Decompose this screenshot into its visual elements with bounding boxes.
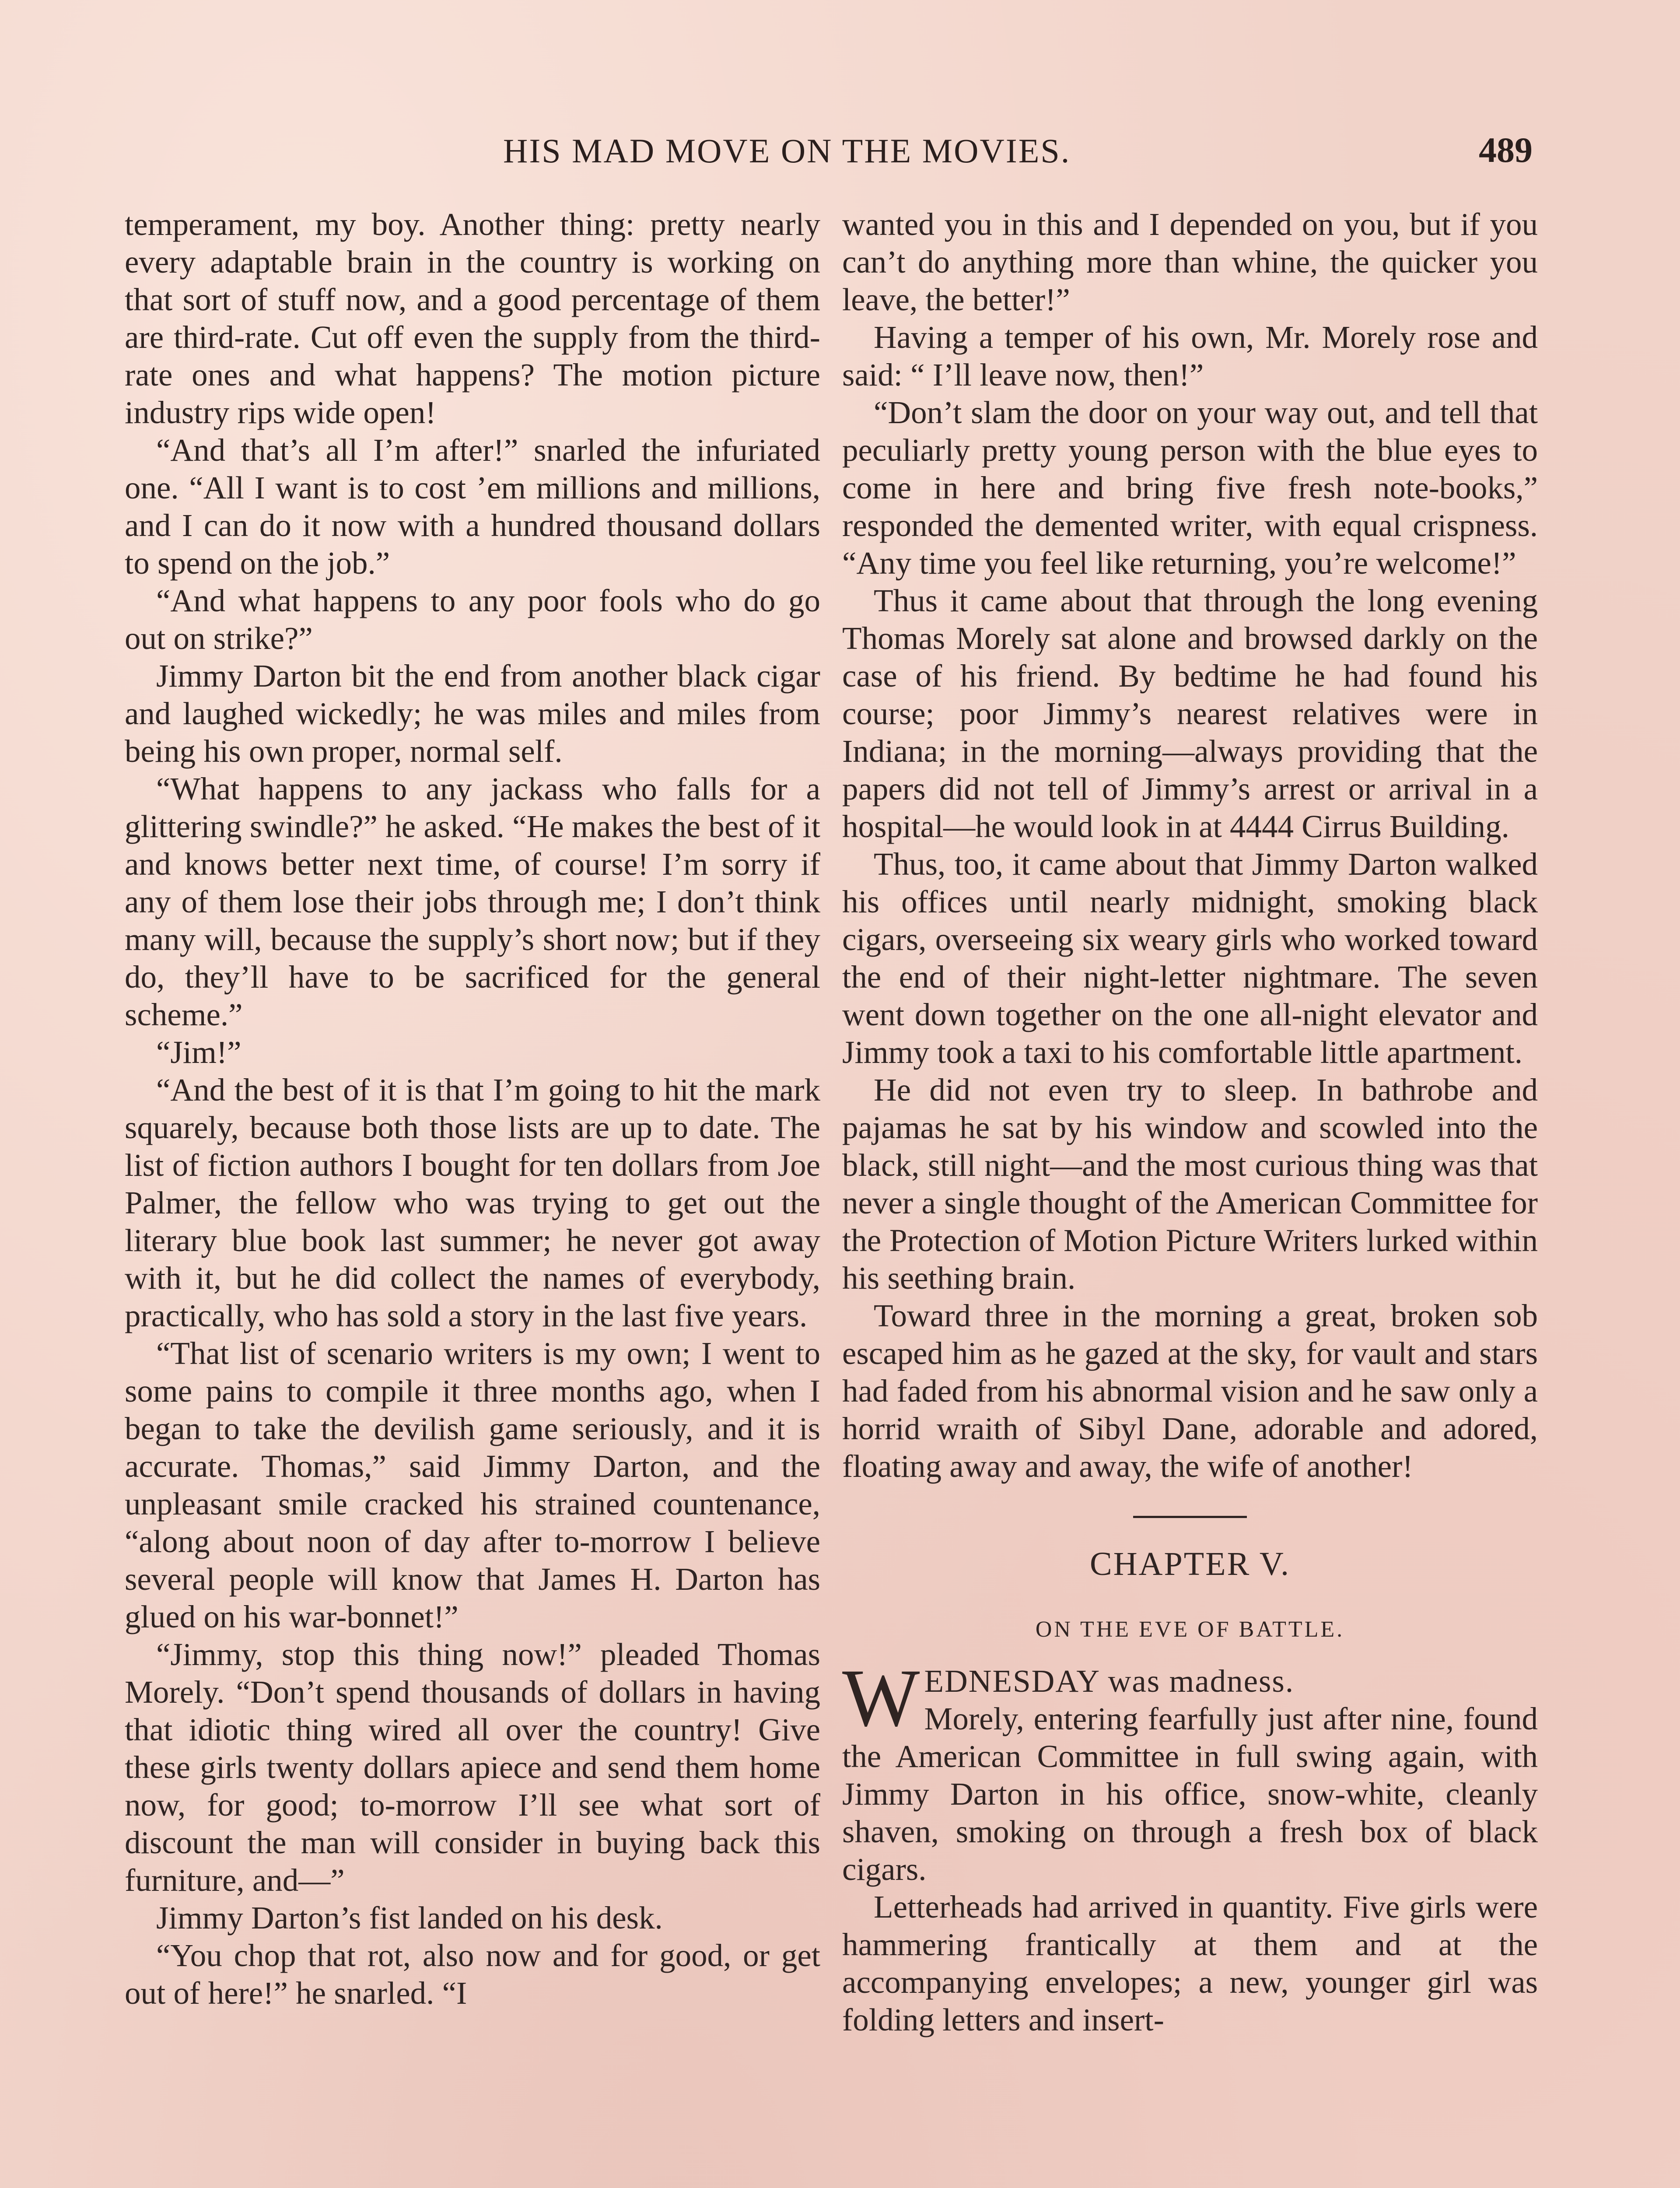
- paragraph: “You chop that rot, also now and for good, or get out of here!” he snarled. “I: [125, 1938, 820, 2011]
- paragraph: He did not even try to sleep. In bathrobe and pajamas he sat by his window and scowled into the black, still night—and the most curious thing was that never a single thought of the American Committee for the Protection of Motion Picture Writers lurked within his seething brain.: [842, 1072, 1538, 1296]
- drop-cap: W: [842, 1652, 920, 1743]
- paragraph: “Don’t slam the door on your way out, and tell that peculiarly pretty young person with the blue eyes to come in here and bring five fresh note-books,” responded the demented writer, with equal crispness. “Any time you feel like returning, you’re welcome!”: [842, 395, 1538, 581]
- chapter-title: ON THE EVE OF BATTLE.: [1035, 1617, 1345, 1642]
- paragraph: wanted you in this and I depended on you, but if you can’t do anything more than whine, the quicker you leave, the better!”: [842, 207, 1538, 317]
- paragraph: temperament, my boy. Another thing: pretty nearly every adaptable brain in the country is working on that sort of stuff now, and a good percentage of them are third-rate. Cut off even the supply from the third-rate ones and what happens? The motion picture industry rips wide open!: [125, 207, 820, 430]
- right-column: [842, 206, 1538, 2039]
- opening-words: EDNESDAY was madness.: [924, 1663, 1295, 1699]
- paragraph: Having a temper of his own, Mr. Morely rose and said: “ I’ll leave now, then!”: [842, 319, 1538, 393]
- paragraph: Toward three in the morning a great, broken sob escaped him as he gazed at the sky, for vault and stars had faded from his abnormal vision and he saw only a horrid wraith of Sibyl Dane, adorable and adored, floating away and away, the wife of another!: [842, 1298, 1538, 1484]
- paragraph: Letterheads had arrived in quantity. Five girls were hammering frantically at them and at the accompanying envelopes; a new, younger girl was folding letters and insert-: [842, 1889, 1538, 2037]
- page-number: 489: [1479, 130, 1533, 170]
- paragraph: “That list of scenario writers is my own; I went to some pains to compile it three months ago, when I began to take the devilish game seriously, and it is accurate. Thomas,” said Jimmy Darton, and the unpleasant smile cracked his strained countenance, “along about noon of day after to-morrow I believe several people will know that James H. Darton has glued on his war-bonnet!”: [125, 1336, 820, 1634]
- paragraph: Thus, too, it came about that Jimmy Darton walked his offices until nearly midnight, smoking black cigars, overseeing six weary girls who worked toward the end of their night-letter nightmare. The seven went down together on the one all-night elevator and Jimmy took a taxi to his comfortable little apartment.: [842, 846, 1538, 1070]
- paragraph: “Jim!”: [156, 1034, 242, 1070]
- paragraph: “What happens to any jackass who falls for a glittering swindle?” he asked. “He makes the best of it and knows better next time, of course! I’m sorry if any of them lose their jobs through me; I don’t think many will, because the supply’s short now; but if they do, they’ll have to be sacrificed for the general scheme.”: [125, 771, 820, 1032]
- paragraph: “And that’s all I’m after!” snarled the infuriated one. “All I want is to cost ’em millions and millions, and I can do it now with a hundred thousand dollars to spend on the job.”: [125, 432, 820, 581]
- paragraph: “Jimmy, stop this thing now!” pleaded Thomas Morely. “Don’t spend thousands of dollars in having that idiotic thing wired all over the country! Give these girls twenty dollars apiece and send them home now, for good; to-morrow I’ll see what sort of discount the man will consider in buying back this furniture, and—”: [125, 1637, 820, 1898]
- section-divider: [1133, 1516, 1247, 1518]
- running-title: HIS MAD MOVE ON THE MOVIES.: [503, 132, 1071, 170]
- left-column: [125, 206, 820, 2012]
- chapter-heading: CHAPTER V.: [1090, 1546, 1290, 1582]
- paragraph: “And what happens to any poor fools who do go out on strike?”: [125, 583, 820, 656]
- chapter-opening-paragraph: [842, 1652, 1538, 1888]
- opening-continuation: Morely, entering fearfully just after nine, found the American Committee in full swing again, with Jimmy Darton in his office, snow-white, cleanly shaven, smoking on through a fresh box of black cigars.: [842, 1701, 1538, 1887]
- paragraph: Jimmy Darton bit the end from another black cigar and laughed wickedly; he was miles and miles from being his own proper, normal self.: [125, 658, 820, 769]
- paragraph: “And the best of it is that I’m going to hit the mark squarely, because both those lists are up to date. The list of fiction authors I bought for ten dollars from Joe Palmer, the fellow who was trying to get out the literary blue book last summer; he never got away with it, but he did collect the names of everybody, practically, who has sold a story in the last five years.: [125, 1072, 820, 1333]
- paragraph: Jimmy Darton’s fist landed on his desk.: [156, 1900, 663, 1936]
- paragraph: Thus it came about that through the long evening Thomas Morely sat alone and browsed darkly on the case of his friend. By bedtime he had found his course; poor Jimmy’s nearest relatives were in Indiana; in the morning—always providing that the papers did not tell of Jimmy’s arrest or arrival in a hospital—he would look in at 4444 Cirrus Building.: [842, 583, 1538, 844]
